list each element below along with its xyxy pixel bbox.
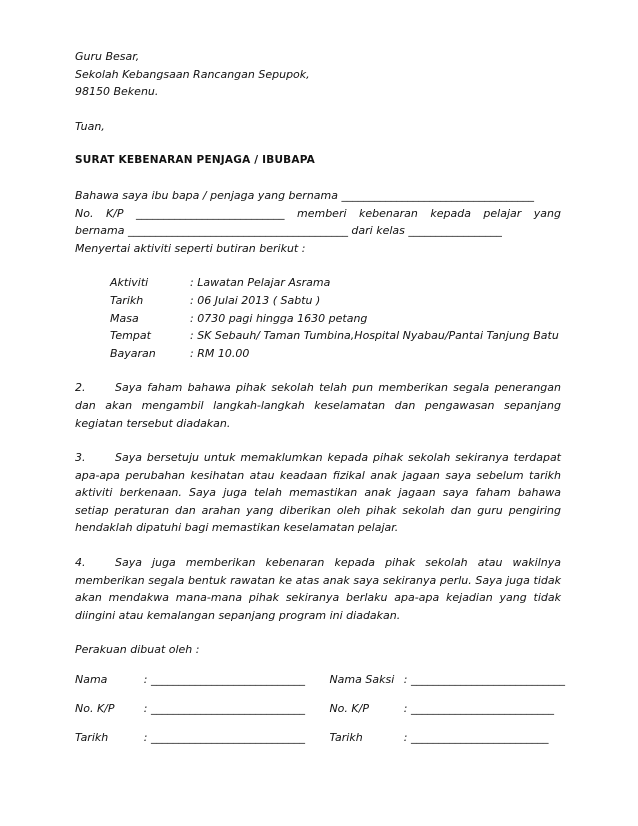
activity-row bbox=[110, 327, 559, 345]
activity-row bbox=[110, 274, 559, 292]
activity-row bbox=[110, 310, 559, 328]
signature-row bbox=[75, 723, 565, 752]
activity-label: Tarikh bbox=[110, 293, 144, 307]
signature-label: No. K/P bbox=[75, 701, 115, 715]
witness-label: No. K/P bbox=[329, 701, 369, 715]
signature-field[interactable]: : ____________________________ bbox=[143, 730, 305, 744]
signature-label: Nama bbox=[75, 672, 108, 686]
statement-line: Menyertai aktiviti seperti butiran berikut : bbox=[75, 241, 306, 255]
activity-label: Tempat bbox=[110, 329, 151, 343]
activity-label: Masa bbox=[110, 311, 139, 325]
paragraph-text: Saya faham bahawa pihak sekolah telah pun memberikan segala penerangan dan akan mengambil langkah-langkah keselamatan dan pengawasan sepanjang kegiatan tersebut diadakan. bbox=[75, 381, 561, 430]
address-line: 98150 Bekenu. bbox=[75, 85, 159, 99]
statement-line: Bahawa saya ibu bapa / penjaga yang bernama ___________________________________ bbox=[75, 188, 534, 202]
activity-value: : SK Sebauh/ Taman Tumbina,Hospital Nyabau/Pantai Tanjung Batu bbox=[190, 329, 559, 343]
address-line: Guru Besar, bbox=[75, 50, 140, 63]
witness-field[interactable]: : ____________________________ bbox=[403, 672, 565, 686]
activity-row bbox=[110, 345, 559, 363]
paragraph-text: Saya juga memberikan kebenaran kepada pihak sekolah atau wakilnya memberikan segala bentuk rawatan ke atas anak saya sekiranya perlu. Saya juga tidak akan mendakwa mana-mana pihak sekiranya berlaku apa-apa kejadian yang tidak diingini atau kemalangan sepanjang program ini diadakan. bbox=[75, 556, 561, 622]
witness-label: Tarikh bbox=[329, 730, 363, 744]
activity-label: Aktiviti bbox=[110, 276, 149, 290]
recipient-address bbox=[75, 48, 561, 101]
permission-letter bbox=[75, 48, 565, 752]
salutation: Tuan, bbox=[75, 119, 105, 133]
paragraph-4 bbox=[75, 554, 561, 624]
signature-row bbox=[75, 694, 565, 723]
paragraph-number: 4. bbox=[75, 556, 86, 570]
signature-row bbox=[75, 665, 565, 694]
signature-section bbox=[75, 665, 565, 752]
statement-line: bernama ________________________________________ dari kelas _________________ bbox=[75, 224, 502, 238]
activity-value: : 06 Julai 2013 ( Sabtu ) bbox=[190, 293, 321, 307]
witness-label: Nama Saksi bbox=[329, 672, 395, 686]
signature-field[interactable]: : ____________________________ bbox=[143, 672, 305, 686]
paragraph-number: 2. bbox=[75, 381, 86, 395]
statement-line: No. K/P ___________________________ memberi kebenaran kepada pelajar yang bbox=[75, 206, 561, 220]
activity-label: Bayaran bbox=[110, 346, 156, 360]
witness-field[interactable]: : __________________________ bbox=[403, 701, 554, 715]
activity-value: : 0730 pagi hingga 1630 petang bbox=[190, 311, 368, 325]
activity-details bbox=[110, 274, 559, 362]
paragraph-number: 3. bbox=[75, 451, 86, 465]
activity-row bbox=[110, 292, 559, 310]
paragraph-3 bbox=[75, 449, 561, 537]
signature-label: Tarikh bbox=[75, 730, 109, 744]
letter-heading: SURAT KEBENARAN PENJAGA / IBUBAPA bbox=[75, 154, 315, 167]
paragraph-text: Saya bersetuju untuk memaklumkan kepada pihak sekolah sekiranya terdapat apa-apa perubahan kesihatan atau keadaan fizikal anak jagaan saya sebelum tarikh aktiviti berkenaan. Saya juga telah memastikan anak jagaan saya faham bahawa setiap peraturan dan arahan yang diberikan oleh pihak sekolah dan guru pengiring hendaklah dipatuhi bagi memastikan keselamatan pelajar. bbox=[75, 451, 561, 535]
activity-value: : RM 10.00 bbox=[190, 346, 250, 360]
parent-statement bbox=[75, 187, 561, 257]
witness-field[interactable]: : _________________________ bbox=[403, 730, 549, 744]
declaration-label: Perakuan dibuat oleh : bbox=[75, 643, 200, 657]
signature-field[interactable]: : ____________________________ bbox=[143, 701, 305, 715]
activity-value: : Lawatan Pelajar Asrama bbox=[190, 276, 331, 290]
address-line: Sekolah Kebangsaan Rancangan Sepupok, bbox=[75, 67, 310, 81]
paragraph-2 bbox=[75, 379, 561, 432]
